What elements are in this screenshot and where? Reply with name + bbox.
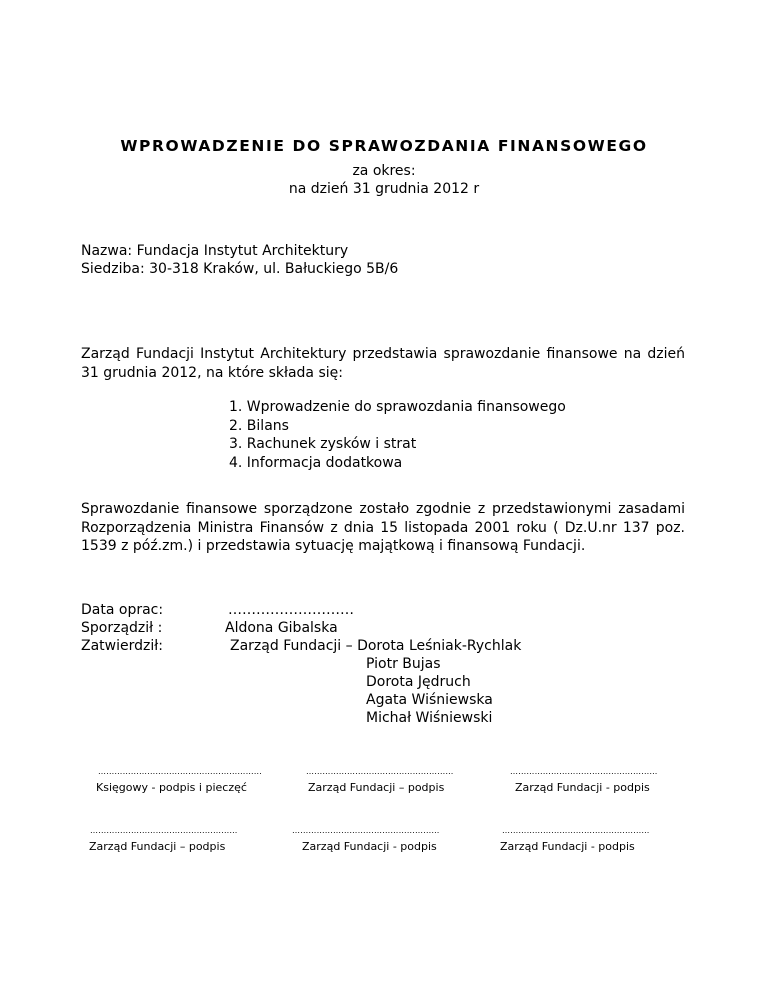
signature-line: …………………………………………………… [98,767,262,776]
signature-line: ……………………………………………… [306,767,454,776]
entity-seat: Siedziba: 30-318 Kraków, ul. Bałuckiego 5B/6 [81,261,399,277]
board-member: Agata Wiśniewska [366,692,493,708]
period-label: za okres: [352,163,416,179]
list-item: 3. Rachunek zysków i strat [229,436,417,452]
basis-paragraph: Sprawozdanie finansowe sporządzone zostało zgodnie z przedstawionymi zasadami Rozporządzenia Ministra Finansów z dnia 15 listopada 2001 roku ( Dz.U.nr 137 poz. 1539 z póź.zm.) i przedstawia sytuację majątkową i finansową Fundacji. [81,501,685,554]
document-title: WPROWADZENIE DO SPRAWOZDANIA FINANSOWEGO [120,137,648,155]
signature-label: Zarząd Fundacji – podpis [89,840,226,853]
entity-name: Nazwa: Fundacja Instytut Architektury [81,243,349,259]
approved-value: Zarząd Fundacji – Dorota Leśniak-Rychlak [230,638,522,654]
signature-label: Zarząd Fundacji - podpis [515,781,650,794]
intro-paragraph: Zarząd Fundacji Instytut Architektury przedstawia sprawozdanie finansowe na dzień 31 grudnia 2012, na które składa się: [81,346,685,381]
signature-line: ……………………………………………… [90,826,238,835]
date-value: ……………………… [228,602,354,618]
signature-label: Zarząd Fundacji – podpis [308,781,445,794]
prepared-value: Aldona Gibalska [225,620,338,636]
prepared-label: Sporządził : [81,620,163,636]
report-date: na dzień 31 grudnia 2012 r [288,181,480,197]
list-item: 1. Wprowadzenie do sprawozdania finansowego [229,399,566,415]
signature-label: Zarząd Fundacji - podpis [302,840,437,853]
board-member: Piotr Bujas [366,656,441,672]
board-member: Michał Wiśniewski [366,710,493,726]
date-label: Data oprac: [81,602,164,618]
board-member: Dorota Jędruch [366,674,471,690]
signature-line: ……………………………………………… [502,826,650,835]
signature-line: ……………………………………………… [510,767,658,776]
list-item: 4. Informacja dodatkowa [229,454,403,471]
approved-label: Zatwierdził: [81,638,163,654]
list-item: 2. Bilans [229,417,289,434]
contents-list [229,398,566,472]
signature-label: Zarząd Fundacji - podpis [500,840,635,853]
signature-line: ……………………………………………… [292,826,440,835]
signature-label: Księgowy - podpis i pieczęć [96,781,247,794]
